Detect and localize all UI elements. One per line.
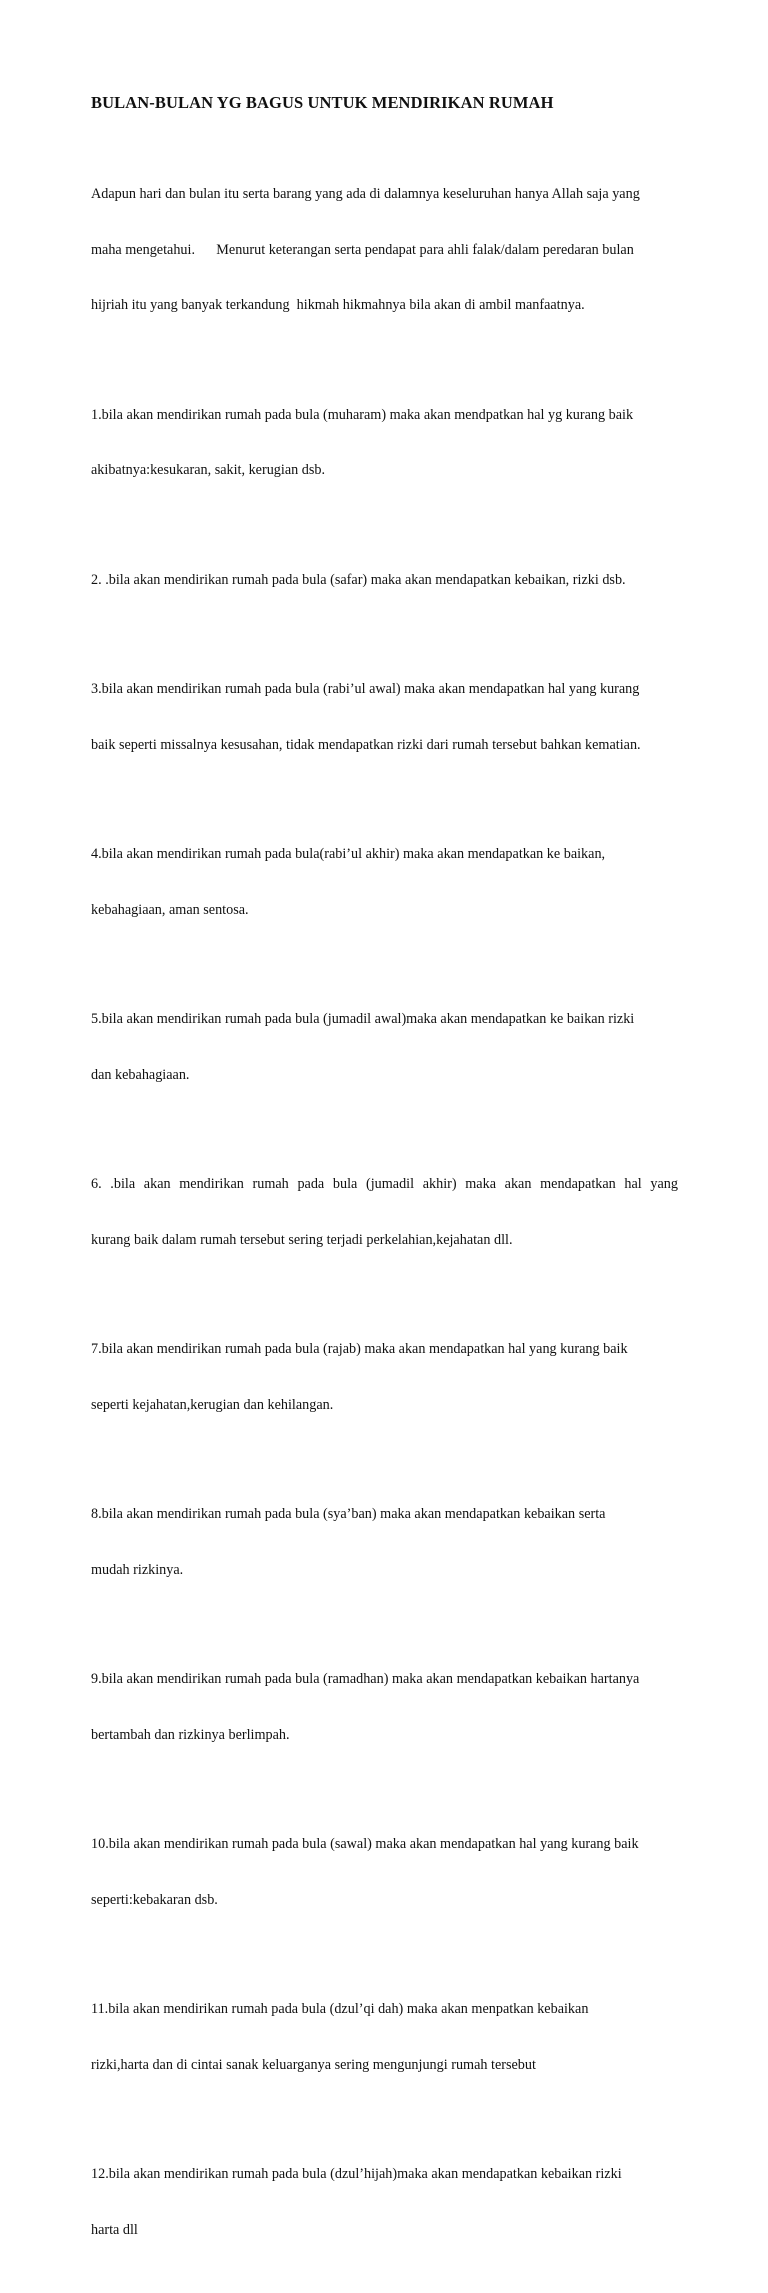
item-line: 10.bila akan mendirikan rumah pada bula (sawal) maka akan mendapatkan hal yang kurang baik (91, 1836, 639, 1852)
list-item-4 (91, 808, 678, 956)
item-line: baik seperti missalnya kesusahan, tidak mendapatkan rizki dari rumah tersebut bahkan kematian. (91, 736, 641, 753)
intro-line: maha mengetahui. Menurut keterangan serta pendapat para ahli falak/dalam peredaran bulan (91, 241, 634, 258)
item-line: seperti:kebakaran dsb. (91, 1891, 218, 1908)
intro-line: Adapun hari dan bulan itu serta barang yang ada di dalamnya keseluruhan hanya Allah saja yang (91, 186, 640, 202)
document-body (91, 148, 678, 2293)
list-item-6 (91, 1138, 678, 1286)
list-item-10 (91, 1798, 678, 1946)
list-item-11 (91, 1963, 678, 2111)
item-line: 6. .bila akan mendirikan rumah pada bula (jumadil akhir) maka akan mendapatkan hal yang (91, 1176, 678, 1192)
item-line: seperti kejahatan,kerugian dan kehilangan. (91, 1396, 334, 1413)
item-line: 8.bila akan mendirikan rumah pada bula (sya’ban) maka akan mendapatkan kebaikan serta (91, 1506, 606, 1522)
item-line: harta dll (91, 2221, 138, 2238)
list-item-3 (91, 643, 678, 791)
item-line: kebahagiaan, aman sentosa. (91, 901, 249, 918)
item-line: 9.bila akan mendirikan rumah pada bula (ramadhan) maka akan mendapatkan kebaikan hartanya (91, 1671, 640, 1687)
item-line: dan kebahagiaan. (91, 1066, 190, 1083)
item-line: mudah rizkinya. (91, 1561, 184, 1578)
intro-line: hijriah itu yang banyak terkandung hikmah hikmahnya bila akan di ambil manfaatnya. (91, 297, 585, 313)
list-item-9 (91, 1633, 678, 1781)
list-item-2 (91, 534, 678, 627)
document-title: BULAN-BULAN YG BAGUS UNTUK MENDIRIKAN RUMAH (91, 93, 554, 112)
list-item-1 (91, 369, 678, 517)
item-line: bertambah dan rizkinya berlimpah. (91, 1726, 290, 1743)
item-line: kurang baik dalam rumah tersebut sering terjadi perkelahian,kejahatan dll. (91, 1231, 513, 1248)
item-line: 12.bila akan mendirikan rumah pada bula (dzul’hijah)maka akan mendapatkan kebaikan rizki (91, 2166, 622, 2182)
list-item-8 (91, 1468, 678, 1616)
item-line: 3.bila akan mendirikan rumah pada bula (rabi’ul awal) maka akan mendapatkan hal yang kurang (91, 681, 640, 697)
list-item-12 (91, 2128, 678, 2276)
item-line: 5.bila akan mendirikan rumah pada bula (jumadil awal)maka akan mendapatkan ke baikan rizki (91, 1011, 635, 1027)
item-line: 1.bila akan mendirikan rumah pada bula (muharam) maka akan mendpatkan hal yg kurang baik (91, 406, 634, 423)
item-line: 2. .bila akan mendirikan rumah pada bula (safar) maka akan mendapatkan kebaikan, rizki dsb. (91, 571, 626, 588)
list-item-5 (91, 973, 678, 1121)
item-line: 11.bila akan mendirikan rumah pada bula (dzul’qi dah) maka akan menpatkan kebaikan (91, 2001, 589, 2017)
item-line: akibatnya:kesukaran, sakit, kerugian dsb. (91, 462, 326, 478)
list-item-7 (91, 1303, 678, 1451)
item-line: rizki,harta dan di cintai sanak keluarganya sering mengunjungi rumah tersebut (91, 2056, 536, 2073)
intro-paragraph (91, 148, 678, 352)
item-line: 7.bila akan mendirikan rumah pada bula (rajab) maka akan mendapatkan hal yang kurang baik (91, 1341, 628, 1357)
item-line: 4.bila akan mendirikan rumah pada bula(rabi’ul akhir) maka akan mendapatkan ke baikan, (91, 846, 606, 862)
